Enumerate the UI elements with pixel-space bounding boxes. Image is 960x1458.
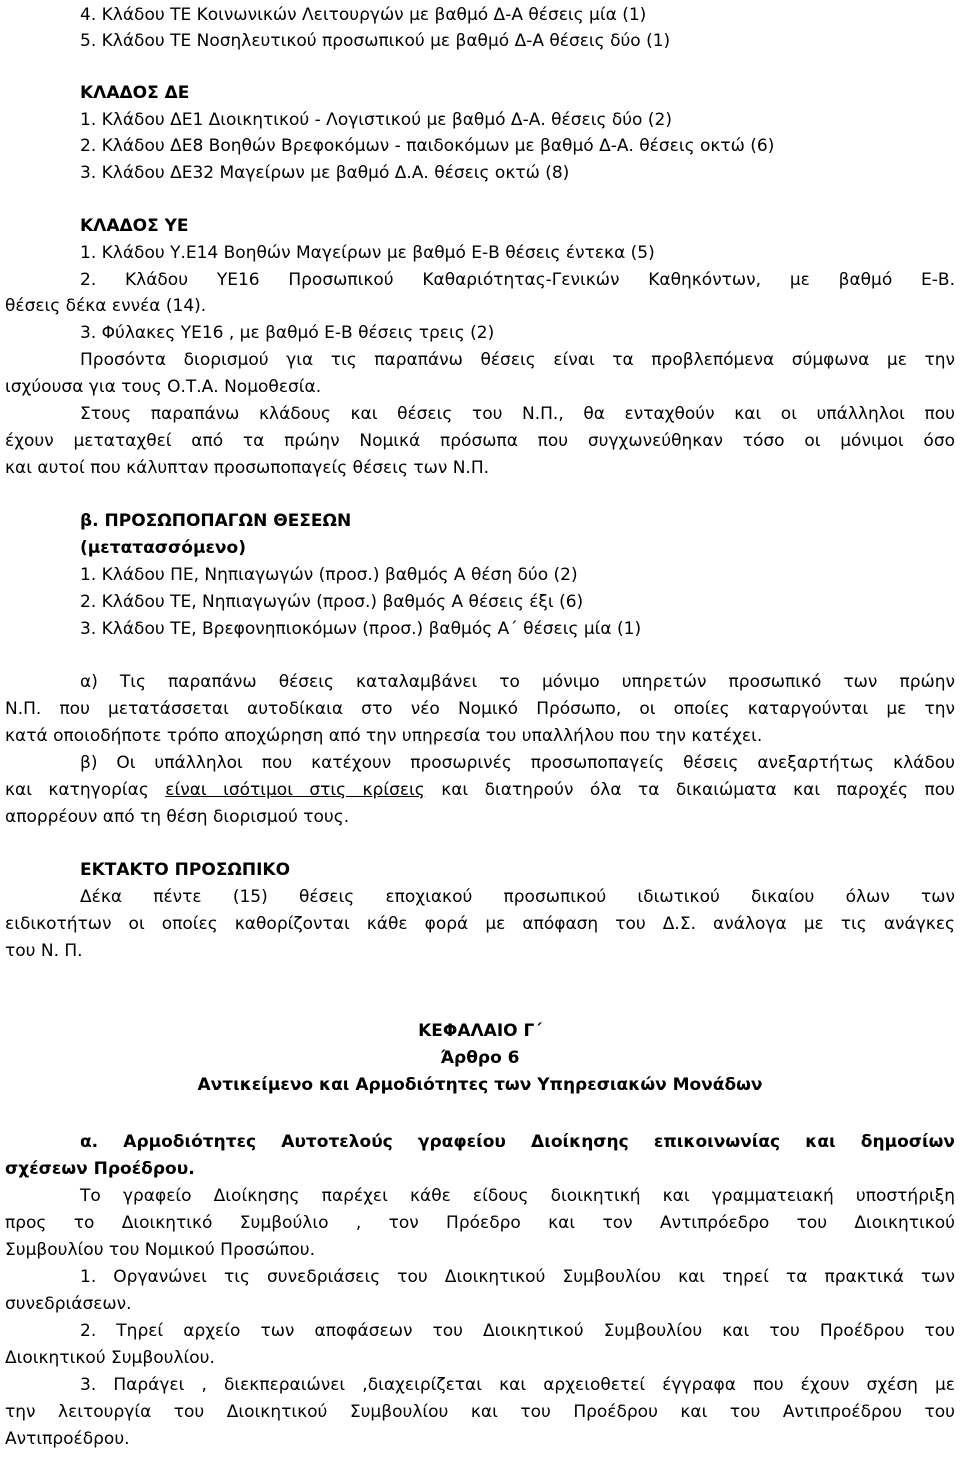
paragraph-line: Το γραφείο Διοίκησης παρέχει κάθε είδους διοικητική και γραμματειακή υποστήριξη: [80, 1186, 955, 1206]
list-item: 3. Κλάδου ΔΕ32 Μαγείρων με βαθμό Δ.Α. θέσεις οκτώ (8): [80, 163, 570, 183]
section-heading-a: α. Αρμοδιότητες Αυτοτελούς γραφείου Διοίκησης επικοινωνίας και δημοσίων: [80, 1132, 955, 1152]
chapter-title: ΚΕΦΑΛΑΙΟ Γ΄: [418, 1021, 542, 1041]
paragraph-line: Προσόντα διορισμού για τις παραπάνω θέσεις είναι τα προβλεπόμενα σύμφωνα με την: [80, 350, 955, 370]
paragraph-line: 2. Τηρεί αρχείο των αποφάσεων του Διοικητικού Συμβουλίου και του Προέδρου του: [80, 1321, 955, 1341]
paragraph-line: απορρέουν από τη θέση διορισμού τους.: [5, 807, 350, 827]
paragraph-line: Στους παραπάνω κλάδους και θέσεις του Ν.Π., θα ενταχθούν και οι υπάλληλοι που: [80, 404, 955, 424]
paragraph-line: ισχύουσα για τους Ο.Τ.Α. Νομοθεσία.: [5, 377, 322, 397]
paragraph-line: κατά οποιοδήποτε τρόπο αποχώρηση από την υπηρεσία του υπαλλήλου που την κατέχει.: [5, 726, 763, 746]
underlined-text: είναι ισότιμοι στις κρίσεις: [165, 780, 425, 800]
paragraph-line: Συμβουλίου του Νομικού Προσώπου.: [5, 1240, 316, 1260]
list-item: 1. Κλάδου ΔΕ1 Διοικητικού - Λογιστικού με βαθμό Δ-Α. θέσεις δύο (2): [80, 110, 672, 130]
list-item: 1. Κλάδου Υ.Ε14 Βοηθών Μαγείρων με βαθμό Ε-Β θέσεις έντεκα (5): [80, 243, 655, 263]
list-item: 3. Κλάδου ΤΕ, Βρεφονηπιοκόμων (προσ.) βαθμός Α΄ θέσεις μία (1): [80, 619, 642, 639]
paragraph-line: Αντιπροέδρου.: [5, 1429, 130, 1449]
paragraph-line: β) Οι υπάλληλοι που κατέχουν προσωρινές προσωποπαγείς θέσεις ανεξαρτήτως κλάδου: [80, 753, 955, 773]
section-heading-de: ΚΛΑΔΟΣ ΔΕ: [80, 83, 190, 103]
list-item-continuation: θέσεις δέκα εννέα (14).: [5, 296, 207, 316]
paragraph-line: και αυτοί που κάλυπταν προσωποπαγείς θέσεις των Ν.Π.: [5, 458, 490, 478]
paragraph-line: του Ν. Π.: [5, 941, 83, 961]
paragraph-line: προς το Διοικητικό Συμβούλιο , τον Πρόεδρο και τον Αντιπρόεδρο του Διοικητικού: [5, 1213, 955, 1233]
article-title: Άρθρο 6: [440, 1048, 520, 1068]
text-span: και κατηγορίας: [5, 780, 166, 800]
section-heading-a-cont: σχέσεων Προέδρου.: [5, 1159, 195, 1179]
paragraph-line: την λειτουργία του Διοικητικού Συμβουλίου και του Προέδρου και του Αντιπροέδρου του: [5, 1402, 955, 1422]
paragraph-line: Διοικητικού Συμβουλίου.: [5, 1348, 215, 1368]
section-heading-ye: ΚΛΑΔΟΣ ΥΕ: [80, 216, 189, 236]
paragraph-line: Δέκα πέντε (15) θέσεις εποχιακού προσωπικού ιδιωτικού δικαίου όλων των: [80, 887, 955, 907]
paragraph-line: 1. Οργανώνει τις συνεδριάσεις του Διοικητικού Συμβουλίου και τηρεί τα πρακτικά των: [80, 1267, 955, 1287]
list-item: 3. Φύλακες ΥΕ16 , με βαθμό Ε-Β θέσεις τρεις (2): [80, 323, 495, 343]
text-span: και διατηρούν όλα τα δικαιώματα και παροχές που: [424, 780, 955, 800]
paragraph-line: 3. Παράγει , διεκπεραιώνει ,διαχειρίζεται και αρχειοθετεί έγγραφα που έχουν σχέση με: [80, 1375, 955, 1395]
section-subheading: (μετατασσόμενο): [80, 538, 246, 558]
paragraph-line: [5, 778, 955, 802]
list-item: 2. Κλάδου ΤΕ, Νηπιαγωγών (προσ.) βαθμός Α θέσεις έξι (6): [80, 592, 584, 612]
paragraph-line: έχουν μεταταχθεί από τα πρώην Νομικά πρόσωπα που συγχωνεύθηκαν τόσο οι μόνιμοι όσο: [5, 431, 955, 451]
list-item: 2. Κλάδου ΔΕ8 Βοηθών Βρεφοκόμων - παιδοκόμων με βαθμό Δ-Α. θέσεις οκτώ (6): [80, 136, 775, 156]
section-heading-extra: ΕΚΤΑΚΤΟ ΠΡΟΣΩΠΙΚΟ: [80, 860, 291, 880]
list-item: 4. Κλάδου ΤΕ Κοινωνικών Λειτουργών με βαθμό Δ-Α θέσεις μία (1): [80, 5, 647, 25]
list-item: 1. Κλάδου ΠΕ, Νηπιαγωγών (προσ.) βαθμός Α θέση δύο (2): [80, 565, 578, 585]
list-item: 2. Κλάδου ΥΕ16 Προσωπικού Καθαριότητας-Γενικών Καθηκόντων, με βαθμό Ε-Β.: [80, 270, 955, 290]
paragraph-line: συνεδριάσεων.: [5, 1294, 132, 1314]
chapter-subtitle: Αντικείμενο και Αρμοδιότητες των Υπηρεσιακών Μονάδων: [197, 1075, 763, 1095]
section-heading-personal: β. ΠΡΟΣΩΠΟΠΑΓΩΝ ΘΕΣΕΩΝ: [80, 511, 352, 531]
paragraph-line: ειδικοτήτων οι οποίες καθορίζονται κάθε φορά με απόφαση του Δ.Σ. ανάλογα με τις ανάγκες: [5, 914, 955, 934]
list-item: 5. Κλάδου ΤΕ Νοσηλευτικού προσωπικού με βαθμό Δ-Α θέσεις δύο (1): [80, 31, 671, 51]
paragraph-line: Ν.Π. που μετατάσσεται αυτοδίκαια στο νέο Νομικό Πρόσωπο, οι οποίες καταργούνται με την: [5, 699, 955, 719]
paragraph-line: α) Τις παραπάνω θέσεις καταλαμβάνει το μόνιμο υπηρετών προσωπικό των πρώην: [80, 672, 955, 692]
